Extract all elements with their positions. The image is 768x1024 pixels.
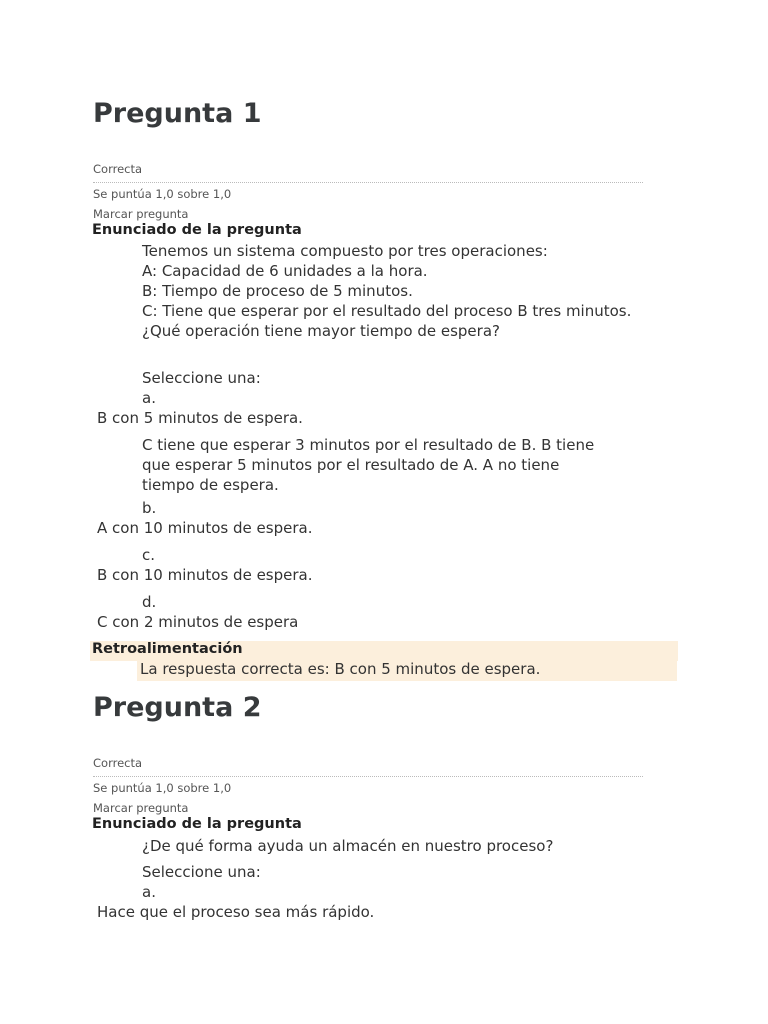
question-1-statement-line: B: Tiempo de proceso de 5 minutos. <box>142 282 413 300</box>
question-2-statement-heading: Enunciado de la pregunta <box>92 816 302 832</box>
option-a-letter[interactable]: a. <box>142 389 156 407</box>
question-1-status: Correcta <box>93 162 143 176</box>
question-1-score: Se puntúa 1,0 sobre 1,0 <box>93 187 232 201</box>
divider <box>93 182 643 183</box>
option-a-text[interactable]: B con 5 minutos de espera. <box>97 409 303 427</box>
question-2-title: Pregunta 2 <box>93 692 262 723</box>
question-2-select-prompt: Seleccione una: <box>142 863 261 881</box>
option-d-text[interactable]: C con 2 minutos de espera <box>97 613 299 631</box>
question-1-statement-heading: Enunciado de la pregunta <box>92 222 302 238</box>
question-1-statement-line: ¿Qué operación tiene mayor tiempo de espera? <box>142 322 500 340</box>
option-b-text[interactable]: A con 10 minutos de espera. <box>97 519 313 537</box>
option-c-text[interactable]: B con 10 minutos de espera. <box>97 566 313 584</box>
feedback-text: La respuesta correcta es: B con 5 minutos de espera. <box>140 660 541 678</box>
question-2-flag-link[interactable]: Marcar pregunta <box>93 801 189 815</box>
q2-option-a-text[interactable]: Hace que el proceso sea más rápido. <box>97 903 375 921</box>
option-b-letter[interactable]: b. <box>142 499 157 517</box>
q2-option-a-letter[interactable]: a. <box>142 883 156 901</box>
question-1-flag-link[interactable]: Marcar pregunta <box>93 207 189 221</box>
question-2-statement-line: ¿De qué forma ayuda un almacén en nuestro proceso? <box>142 837 554 855</box>
option-c-letter[interactable]: c. <box>142 546 156 564</box>
divider <box>93 776 643 777</box>
question-1-statement-line: C: Tiene que esperar por el resultado del proceso B tres minutos. <box>142 302 632 320</box>
question-1-statement-line: Tenemos un sistema compuesto por tres operaciones: <box>142 242 548 260</box>
question-1-statement-line: A: Capacidad de 6 unidades a la hora. <box>142 262 428 280</box>
question-1-title: Pregunta 1 <box>93 98 262 129</box>
question-2-status: Correcta <box>93 756 143 770</box>
question-1-select-prompt: Seleccione una: <box>142 369 261 387</box>
question-2-score: Se puntúa 1,0 sobre 1,0 <box>93 781 232 795</box>
feedback-heading: Retroalimentación <box>92 641 243 657</box>
option-a-explanation: C tiene que esperar 3 minutos por el resultado de B. B tiene que esperar 5 minutos por el resultado de A. A no tiene tiempo de espera. <box>142 436 595 494</box>
option-d-letter[interactable]: d. <box>142 593 157 611</box>
